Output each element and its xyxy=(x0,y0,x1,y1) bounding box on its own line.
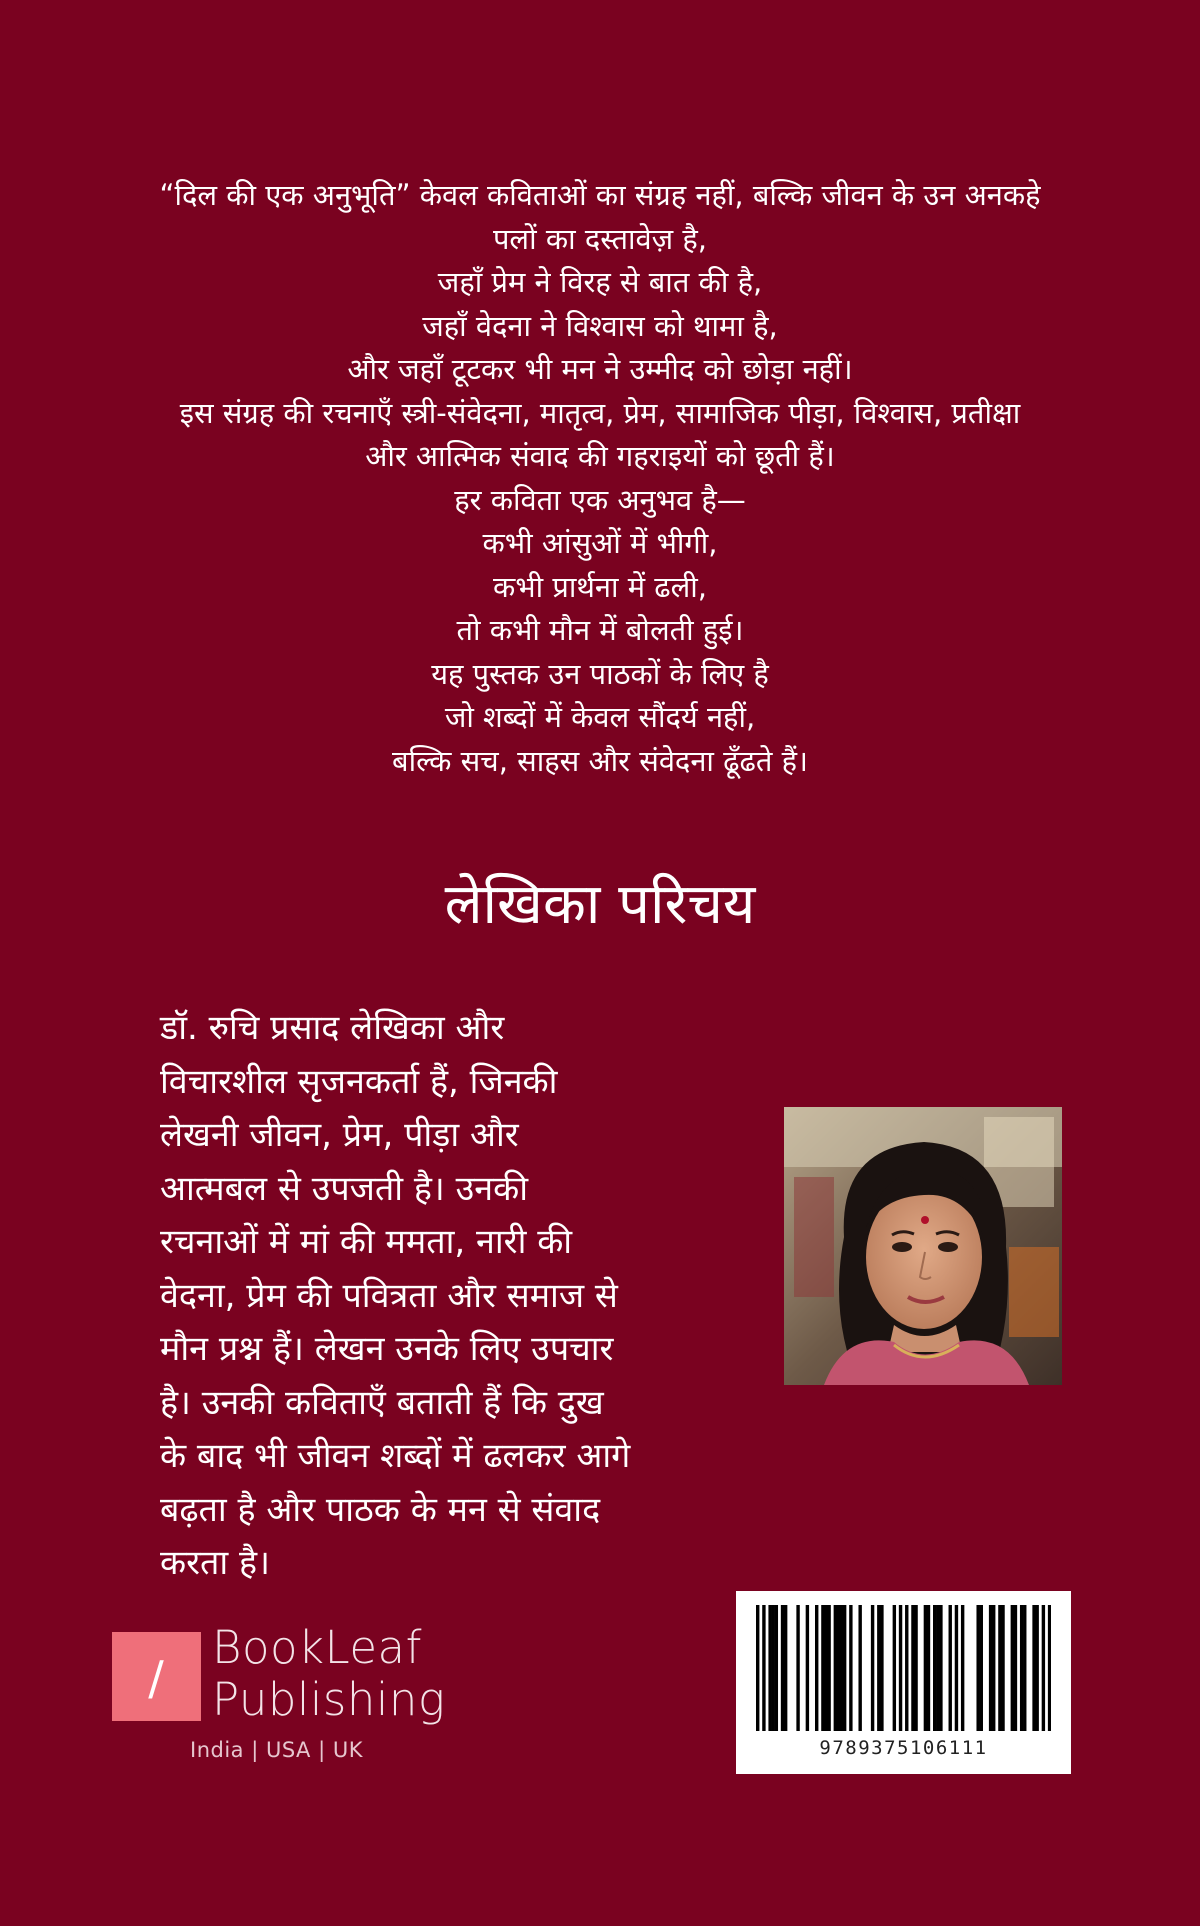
barcode-bar xyxy=(796,1605,799,1731)
bio-line: विचारशील सृजनकर्ता हैं, जिनकी xyxy=(160,1061,558,1102)
barcode-bar xyxy=(815,1605,818,1731)
barcode-bar xyxy=(989,1605,992,1731)
barcode-bar xyxy=(998,1605,1001,1731)
publisher-logo-mark xyxy=(112,1632,201,1721)
bio-line: है। उनकी कविताएँ बताती हैं कि दुख xyxy=(160,1382,604,1423)
blurb-line: कभी आंसुओं में भीगी, xyxy=(482,526,718,560)
blurb-line: कभी प्रार्थना में ढली, xyxy=(492,569,708,604)
barcode-bar xyxy=(936,1605,939,1731)
publisher-name-line1: BookLeaf xyxy=(212,1621,422,1674)
barcode-bar xyxy=(893,1605,896,1731)
barcode-bar xyxy=(806,1605,809,1731)
barcode-bar xyxy=(768,1605,771,1731)
barcode-bar xyxy=(840,1605,843,1731)
barcode-bar xyxy=(955,1605,958,1731)
barcode-bar xyxy=(849,1605,852,1731)
barcode-bar xyxy=(821,1605,824,1731)
blurb-line: जहाँ वेदना ने विश्वास को थामा है, xyxy=(422,308,778,343)
bio-line: रचनाओं में मां की ममता, नारी की xyxy=(160,1222,573,1262)
barcode-bar xyxy=(1032,1605,1035,1731)
barcode-bar xyxy=(1048,1605,1051,1731)
blurb-line: जहाँ प्रेम ने विरह से बात की है, xyxy=(437,265,763,299)
barcode-bar xyxy=(992,1605,995,1731)
blurb-line: “दिल की एक अनुभूति” केवल कविताओं का संग्रह नहीं, बल्कि जीवन के उन अनकहे xyxy=(159,178,1041,212)
blurb-line: जो शब्दों में केवल सौंदर्य नहीं, xyxy=(444,700,756,734)
barcode-bar xyxy=(756,1605,759,1731)
blurb-line: और आत्मिक संवाद की गहराइयों को छूती हैं। xyxy=(365,439,835,473)
barcode-bar xyxy=(914,1605,917,1731)
barcode-bar xyxy=(1023,1605,1026,1731)
barcode-bar xyxy=(871,1605,874,1731)
barcode-bar xyxy=(1001,1605,1004,1731)
isbn-number: 9789375106111 xyxy=(819,1737,988,1759)
author-photo xyxy=(784,1107,1062,1385)
barcode-bar xyxy=(1011,1605,1014,1731)
barcode-bar xyxy=(858,1605,861,1731)
barcode-bar xyxy=(824,1605,827,1731)
author-bio xyxy=(160,1002,780,1591)
barcode-bar xyxy=(784,1605,787,1731)
barcode-bar xyxy=(877,1605,880,1731)
bio-line: डॉ. रुचि प्रसाद लेखिका और xyxy=(160,1008,505,1048)
barcode-bar xyxy=(980,1605,983,1731)
blurb-line: और जहाँ टूटकर भी मन ने उम्मीद को छोड़ा नहीं। xyxy=(347,352,853,386)
barcode-bar xyxy=(781,1605,784,1731)
barcode-bar xyxy=(905,1605,908,1731)
publisher-regions: India | USA | UK xyxy=(190,1738,363,1762)
blurb-line: तो कभी मौन में बोलती हुई। xyxy=(456,613,744,647)
blurb-line: पलों का दस्तावेज़ है, xyxy=(492,221,708,256)
barcode-bar xyxy=(827,1605,830,1731)
barcode-bar xyxy=(961,1605,964,1731)
barcode-bar xyxy=(976,1605,979,1731)
barcode-bar xyxy=(772,1605,775,1731)
barcode-bar xyxy=(933,1605,936,1731)
bio-line: आत्मबल से उपजती है। उनकी xyxy=(160,1168,529,1209)
barcode-bar xyxy=(924,1605,927,1731)
blurb-line: हर कविता एक अनुभव है— xyxy=(454,482,746,517)
barcode-bar xyxy=(843,1605,846,1731)
barcode-bar xyxy=(834,1605,837,1731)
bio-line: के बाद भी जीवन शब्दों में ढलकर आगे xyxy=(160,1436,631,1476)
barcode-bar xyxy=(939,1605,942,1731)
blurb-line: इस संग्रह की रचनाएँ स्त्री-संवेदना, मातृत्व, प्रेम, सामाजिक पीड़ा, विश्वास, प्रतीक्षा xyxy=(179,395,1021,430)
barcode-bar xyxy=(899,1605,902,1731)
publisher-name-line2: Publishing xyxy=(212,1673,446,1726)
barcode-bar xyxy=(775,1605,778,1731)
barcode-bar xyxy=(762,1605,765,1731)
logo-slash-glyph: / xyxy=(148,1651,164,1705)
bio-line: वेदना, प्रेम की पवित्रता और समाज से xyxy=(160,1275,618,1316)
bio-line: करता है। xyxy=(160,1543,270,1583)
barcode-bar xyxy=(837,1605,840,1731)
bio-line: बढ़ता है और पाठक के मन से संवाद xyxy=(160,1489,601,1530)
publisher-name xyxy=(212,1622,445,1726)
author-intro-heading: लेखिका परिचय xyxy=(444,872,756,937)
barcode-bar xyxy=(1014,1605,1017,1731)
barcode-bars xyxy=(756,1605,1051,1731)
blurb-line: बल्कि सच, साहस और संवेदना ढूँढते हैं। xyxy=(392,743,808,778)
bio-line: लेखनी जीवन, प्रेम, पीड़ा और xyxy=(160,1115,519,1155)
barcode-bar xyxy=(911,1605,914,1731)
barcode-bar xyxy=(1035,1605,1038,1731)
barcode-bar xyxy=(880,1605,883,1731)
isbn-barcode xyxy=(736,1591,1071,1774)
bio-line: मौन प्रश्न हैं। लेखन उनके लिए उपचार xyxy=(160,1329,614,1369)
barcode-bar xyxy=(927,1605,930,1731)
book-blurb xyxy=(100,174,1100,783)
barcode-bar xyxy=(1020,1605,1023,1731)
barcode-bar xyxy=(949,1605,952,1731)
blurb-line: यह पुस्तक उन पाठकों के लिए है xyxy=(431,656,769,691)
barcode-bar xyxy=(1042,1605,1045,1731)
